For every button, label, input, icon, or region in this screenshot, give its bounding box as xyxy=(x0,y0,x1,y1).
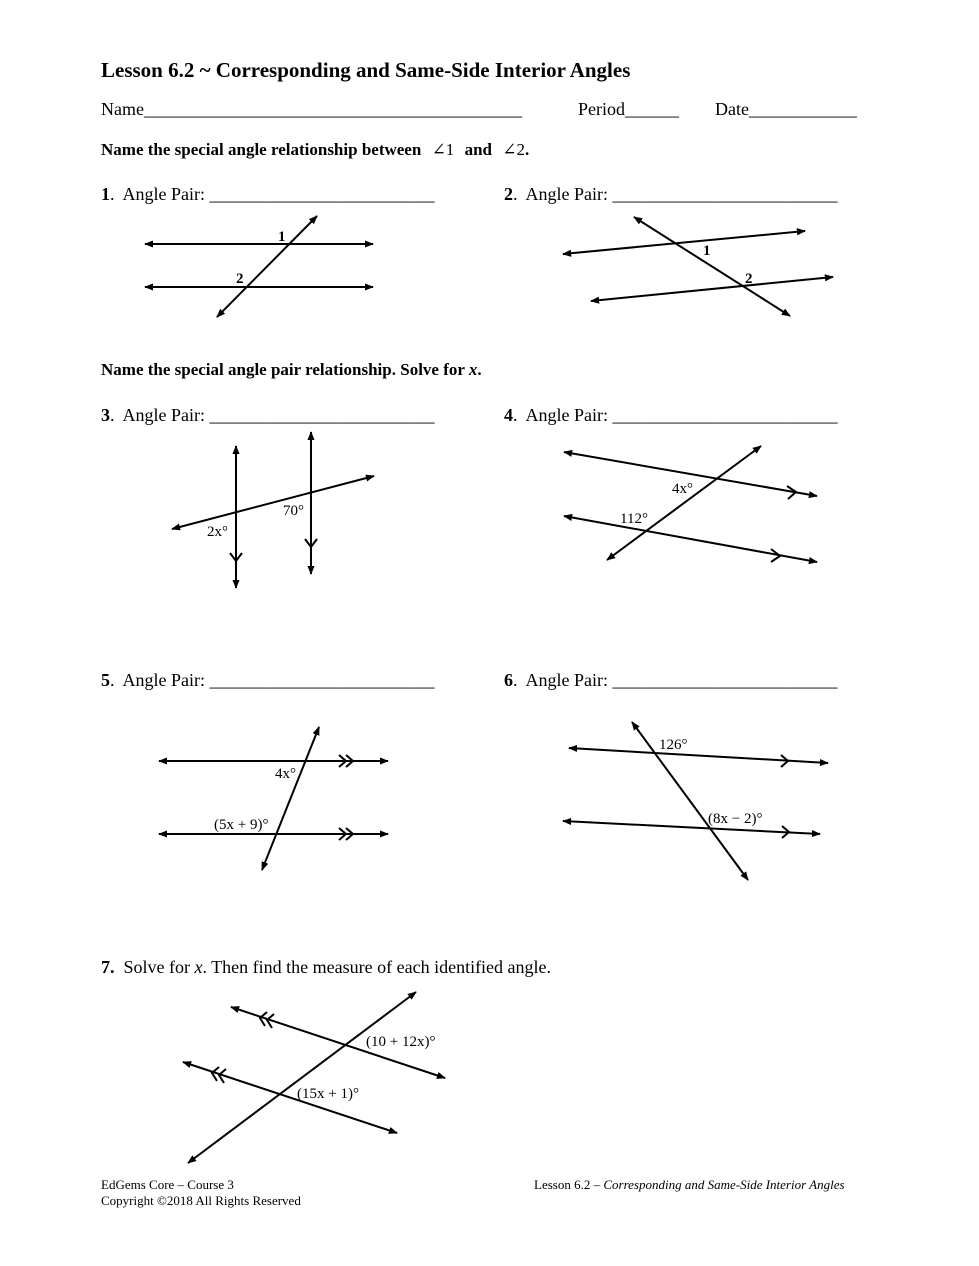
answer-blank[interactable]: _________________________ xyxy=(612,184,838,204)
problem-4-suffix: . xyxy=(513,405,518,425)
line xyxy=(591,277,833,301)
date-label: Date xyxy=(715,99,749,119)
period-blank: ______ xyxy=(625,99,679,119)
transversal-line xyxy=(188,992,416,1163)
page-title: Lesson 6.2 ~ Corresponding and Same-Side Interior Angles xyxy=(101,58,631,82)
parallel-line xyxy=(563,821,820,834)
section2-text: Name the special angle pair relationship. Solve for xyxy=(101,360,465,379)
transversal-line xyxy=(172,476,374,529)
date-blank: ____________ xyxy=(748,99,857,119)
answer-blank[interactable]: _________________________ xyxy=(209,184,435,204)
figure-7 xyxy=(183,992,445,1163)
angle-label: 2 xyxy=(745,271,753,287)
angle-pair-label: Angle Pair: xyxy=(525,670,609,690)
name-label: Name xyxy=(101,99,144,119)
parallel-tick-mark xyxy=(771,549,780,562)
problem-6-suffix: . xyxy=(513,670,518,690)
transversal-line xyxy=(634,217,790,316)
angle-label: 4x° xyxy=(275,766,296,782)
footer-left xyxy=(101,1177,301,1209)
problem-3-suffix: . xyxy=(110,405,115,425)
footer-lesson: Lesson 6.2 – xyxy=(534,1177,604,1192)
angle-label: 112° xyxy=(620,511,648,527)
section1-text: Name the special angle relationship between xyxy=(101,140,422,159)
angle-pair-label: Angle Pair: xyxy=(122,184,206,204)
angle-pair-label: Angle Pair: xyxy=(525,405,609,425)
problem-5-suffix: . xyxy=(110,670,115,690)
and-word: and xyxy=(464,140,492,159)
angle-label: 2x° xyxy=(207,524,228,540)
problem-3-number: 3 xyxy=(101,405,110,425)
problem-1-number: 1 xyxy=(101,184,110,204)
figure-2 xyxy=(563,217,833,316)
problem-1-suffix: . xyxy=(110,184,115,204)
period-label: Period xyxy=(578,99,625,119)
section2-period: . xyxy=(477,360,482,379)
angle-label: (5x + 9)° xyxy=(214,817,269,833)
problem-2-number: 2 xyxy=(504,184,513,204)
angle-pair-label: Angle Pair: xyxy=(122,405,206,425)
angle-label: (10 + 12x)° xyxy=(366,1034,436,1050)
answer-blank[interactable]: _________________________ xyxy=(209,670,435,690)
angle2-symbol: ∠2 xyxy=(502,140,525,159)
footer-course: EdGems Core – Course 3 xyxy=(101,1177,234,1192)
angle-pair-label: Angle Pair: xyxy=(525,184,609,204)
angle-label: (15x + 1)° xyxy=(297,1086,359,1102)
section2-variable: x xyxy=(468,360,478,379)
angle1-symbol: ∠1 xyxy=(431,140,455,159)
footer-right xyxy=(534,1177,845,1193)
answer-blank[interactable]: _________________________ xyxy=(612,405,838,425)
name-blank: __________________________________________ xyxy=(143,99,522,119)
problem-6-number: 6 xyxy=(504,670,513,690)
angle-label: 126° xyxy=(659,737,688,753)
figure-3 xyxy=(172,432,374,588)
section1-period: . xyxy=(524,140,530,159)
problem-7-number: 7. xyxy=(101,957,115,977)
transversal-line xyxy=(262,727,319,870)
line xyxy=(563,231,805,254)
figure-4 xyxy=(564,446,817,562)
problem-7-variable: x xyxy=(194,957,203,977)
parallel-line xyxy=(183,1062,397,1133)
problem-7-text-post: . Then find the measure of each identified angle. xyxy=(202,957,552,977)
angle-label: 1 xyxy=(703,243,711,259)
answer-blank[interactable]: _________________________ xyxy=(612,670,838,690)
angle-label: 4x° xyxy=(672,481,693,497)
angle-label: (8x − 2)° xyxy=(708,811,763,827)
answer-blank[interactable]: _________________________ xyxy=(209,405,435,425)
footer-copyright: Copyright ©2018 All Rights Reserved xyxy=(101,1193,301,1208)
angle-label: 2 xyxy=(236,271,244,287)
transversal-line xyxy=(632,722,748,880)
problem-7-text-pre: Solve for xyxy=(123,957,190,977)
problem-2-suffix: . xyxy=(513,184,518,204)
angle-label: 1 xyxy=(278,229,286,245)
problem-5-number: 5 xyxy=(101,670,110,690)
transversal-line xyxy=(217,216,317,317)
figure-5 xyxy=(159,727,388,870)
problem-4-number: 4 xyxy=(504,405,513,425)
figure-6 xyxy=(563,722,828,880)
footer-lesson-title: Corresponding and Same-Side Interior Angles xyxy=(603,1177,845,1192)
figure-1 xyxy=(145,216,373,317)
angle-pair-label: Angle Pair: xyxy=(122,670,206,690)
angle-label: 70° xyxy=(283,503,304,519)
